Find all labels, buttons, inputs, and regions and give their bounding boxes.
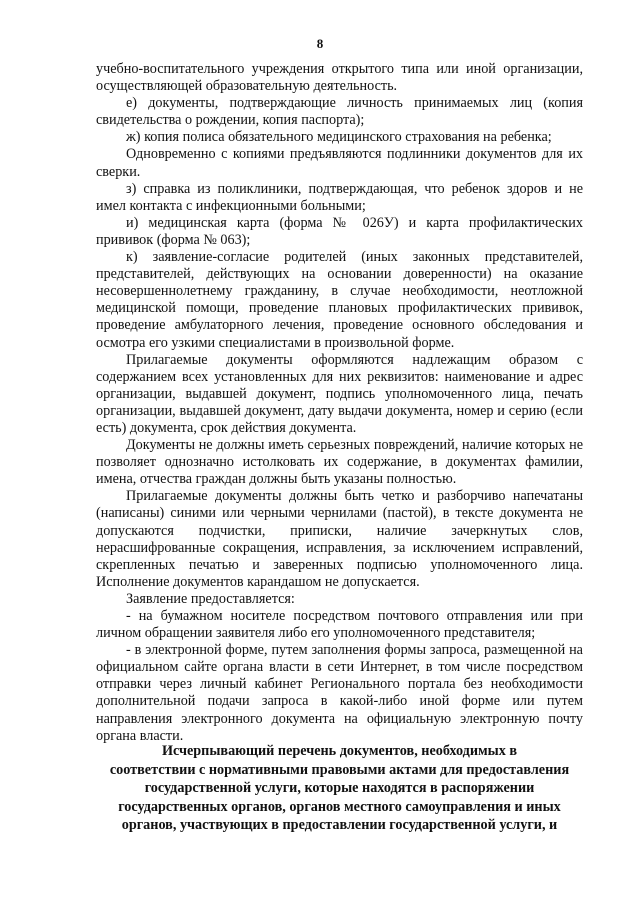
- paragraph: к) заявление-согласие родителей (иных законных представителей, представителей, действующих на основании доверенности) на оказание несовершеннолетнему гражданину, в случае необходимости, неотложной медицинской помощи, проведение плановых профилактических прививок, проведение амбулаторного лечения, проведение основного обследования и осмотра его узкими специалистами в произвольной форме.: [96, 249, 583, 351]
- heading-line: органов, участвующих в предоставлении государственной услуги, и: [121, 817, 558, 833]
- paragraph: Документы не должны иметь серьезных повреждений, наличие которых не позволяет однозначно истолковать их содержание, в документах фамилии, имена, отчества граждан должны быть указаны полностью.: [96, 437, 583, 488]
- paragraph: учебно-воспитательного учреждения открытого типа или иной организации, осуществляющей образовательную деятельность.: [96, 61, 583, 95]
- section-heading: [96, 742, 583, 835]
- heading-line: Исчерпывающий перечень документов, необходимых в: [161, 743, 518, 759]
- paragraph: Одновременно с копиями предъявляются подлинники документов для их сверки.: [96, 146, 583, 180]
- paragraph: з) справка из поликлиники, подтверждающая, что ребенок здоров и не имел контакта с инфекционными больными;: [96, 180, 583, 214]
- paragraph: и) медицинская карта (форма № 026У) и карта профилактических прививок (форма № 063);: [96, 214, 583, 248]
- paragraph: Прилагаемые документы оформляются надлежащим образом с содержанием всех установленных для них реквизитов: наименование и адрес организации, выдавшей документ, подпись уполномоченного лица, печать организации, выдавшей документ, дату выдачи документа, номер и серию (если есть) документа, срок действия документа.: [96, 351, 583, 436]
- paragraph: ж) копия полиса обязательного медицинского страхования на ребенка;: [126, 129, 552, 146]
- page-number: 8: [316, 36, 324, 51]
- paragraph: - на бумажном носителе посредством почтового отправления или при личном обращении заявителя либо его уполномоченного представителя;: [96, 608, 583, 642]
- paragraph: Заявление предоставляется:: [126, 590, 295, 607]
- heading-line: соответствии с нормативными правовыми актами для предоставления: [109, 761, 570, 778]
- heading-line: государственных органов, органов местного самоуправления и иных: [118, 798, 561, 815]
- paragraph: е) документы, подтверждающие личность принимаемых лиц (копия свидетельства о рождении, копия паспорта);: [96, 95, 583, 129]
- body-text: [96, 61, 583, 745]
- paragraph: Прилагаемые документы должны быть четко и разборчиво напечатаны (написаны) синими или черными чернилами (пастой), в тексте документа не допускаются подчистки, приписки, наличие зачеркнутых слов, нерасшифрованные сокращения, исправления, за исключением исправлений, скрепленных печатью и заверенных подписью уполномоченного лица. Исполнение документов карандашом не допускается.: [96, 488, 583, 590]
- heading-line: государственной услуги, которые находятся в распоряжении: [144, 780, 535, 796]
- paragraph: - в электронной форме, путем заполнения формы запроса, размещенной на официальном сайте органа власти в сети Интернет, в том числе посредством отправки через личный кабинет Регионального портала без необходимости дополнительной подачи запроса в какой-либо иной форме или путем направления электронного документа на официальную электронную почту органа власти.: [96, 642, 583, 744]
